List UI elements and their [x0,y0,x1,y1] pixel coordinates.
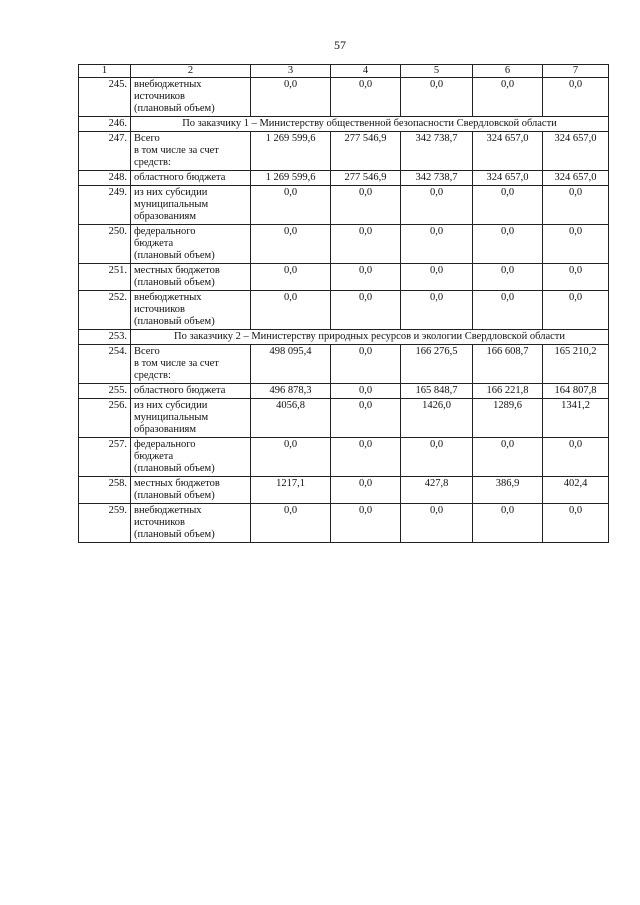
row-number: 250. [79,225,131,264]
table-row [79,78,609,117]
value-cell: 0,0 [331,225,401,264]
table-row [79,186,609,225]
value-cell: 0,0 [401,438,473,477]
table-row [79,438,609,477]
column-header: 5 [401,65,473,78]
value-cell: 1 269 599,6 [251,171,331,186]
value-cell: 324 657,0 [473,132,543,171]
row-description: федерального бюджета (плановый объем) [131,225,251,264]
value-cell: 0,0 [251,438,331,477]
column-header: 3 [251,65,331,78]
value-cell: 0,0 [401,225,473,264]
value-cell: 498 095,4 [251,345,331,384]
value-cell: 166 608,7 [473,345,543,384]
value-cell: 4056,8 [251,399,331,438]
value-cell: 1341,2 [543,399,609,438]
table-row [79,171,609,186]
value-cell: 1217,1 [251,477,331,504]
row-description: местных бюджетов (плановый объем) [131,477,251,504]
value-cell: 0,0 [331,384,401,399]
value-cell: 0,0 [251,504,331,543]
row-description: областного бюджета [131,171,251,186]
value-cell: 0,0 [331,291,401,330]
table-header-row [79,65,609,78]
value-cell: 324 657,0 [543,171,609,186]
row-number: 251. [79,264,131,291]
value-cell: 386,9 [473,477,543,504]
value-cell: 0,0 [251,291,331,330]
value-cell: 277 546,9 [331,171,401,186]
table-row [79,225,609,264]
value-cell: 0,0 [543,504,609,543]
row-description: из них субсидии муниципальным образованиям [131,186,251,225]
row-number: 254. [79,345,131,384]
value-cell: 0,0 [473,504,543,543]
row-number: 246. [79,117,131,132]
section-row [79,330,609,345]
page-number: 57 [334,38,346,52]
row-description: Всего в том числе за счет средств: [131,132,251,171]
value-cell: 166 221,8 [473,384,543,399]
row-number: 247. [79,132,131,171]
value-cell: 0,0 [473,291,543,330]
value-cell: 1426,0 [401,399,473,438]
value-cell: 342 738,7 [401,171,473,186]
table-row [79,264,609,291]
value-cell: 0,0 [473,264,543,291]
table-row [79,345,609,384]
value-cell: 0,0 [473,438,543,477]
table-row [79,291,609,330]
row-number: 245. [79,78,131,117]
value-cell: 1 269 599,6 [251,132,331,171]
table-row [79,477,609,504]
value-cell: 0,0 [251,78,331,117]
table-row [79,504,609,543]
value-cell: 0,0 [543,78,609,117]
value-cell: 0,0 [331,504,401,543]
row-description: внебюджетных источников (плановый объем) [131,291,251,330]
value-cell: 1289,6 [473,399,543,438]
value-cell: 0,0 [331,438,401,477]
value-cell: 0,0 [401,186,473,225]
column-header: 7 [543,65,609,78]
row-number: 258. [79,477,131,504]
value-cell: 0,0 [401,264,473,291]
row-description: местных бюджетов (плановый объем) [131,264,251,291]
row-number: 248. [79,171,131,186]
value-cell: 0,0 [543,264,609,291]
value-cell: 164 807,8 [543,384,609,399]
value-cell: 0,0 [331,78,401,117]
value-cell: 0,0 [473,78,543,117]
value-cell: 277 546,9 [331,132,401,171]
value-cell: 0,0 [401,504,473,543]
row-description: внебюджетных источников (плановый объем) [131,504,251,543]
row-description: внебюджетных источников (плановый объем) [131,78,251,117]
value-cell: 0,0 [473,186,543,225]
value-cell: 0,0 [543,186,609,225]
row-number: 257. [79,438,131,477]
value-cell: 427,8 [401,477,473,504]
value-cell: 0,0 [543,438,609,477]
row-number: 259. [79,504,131,543]
value-cell: 496 878,3 [251,384,331,399]
value-cell: 0,0 [331,345,401,384]
section-title: По заказчику 2 – Министерству природных ресурсов и экологии Свердловской области [131,330,609,345]
value-cell: 0,0 [331,264,401,291]
value-cell: 165 848,7 [401,384,473,399]
budget-table [78,64,609,543]
table-row [79,399,609,438]
row-description: федерального бюджета (плановый объем) [131,438,251,477]
value-cell: 0,0 [331,477,401,504]
row-number: 252. [79,291,131,330]
value-cell: 0,0 [251,225,331,264]
row-description: областного бюджета [131,384,251,399]
value-cell: 0,0 [473,225,543,264]
row-description: из них субсидии муниципальным образованиям [131,399,251,438]
table-row [79,384,609,399]
row-number: 253. [79,330,131,345]
table-row [79,132,609,171]
value-cell: 0,0 [251,264,331,291]
value-cell: 324 657,0 [473,171,543,186]
row-number: 249. [79,186,131,225]
column-header: 6 [473,65,543,78]
value-cell: 0,0 [401,78,473,117]
column-header: 4 [331,65,401,78]
value-cell: 0,0 [331,186,401,225]
column-header: 2 [131,65,251,78]
section-row [79,117,609,132]
column-header: 1 [79,65,131,78]
value-cell: 342 738,7 [401,132,473,171]
value-cell: 402,4 [543,477,609,504]
value-cell: 324 657,0 [543,132,609,171]
value-cell: 0,0 [401,291,473,330]
row-description: Всего в том числе за счет средств: [131,345,251,384]
row-number: 256. [79,399,131,438]
value-cell: 0,0 [543,291,609,330]
value-cell: 0,0 [543,225,609,264]
section-title: По заказчику 1 – Министерству общественной безопасности Свердловской области [131,117,609,132]
value-cell: 165 210,2 [543,345,609,384]
row-number: 255. [79,384,131,399]
value-cell: 166 276,5 [401,345,473,384]
value-cell: 0,0 [251,186,331,225]
table-body [79,65,609,543]
value-cell: 0,0 [331,399,401,438]
